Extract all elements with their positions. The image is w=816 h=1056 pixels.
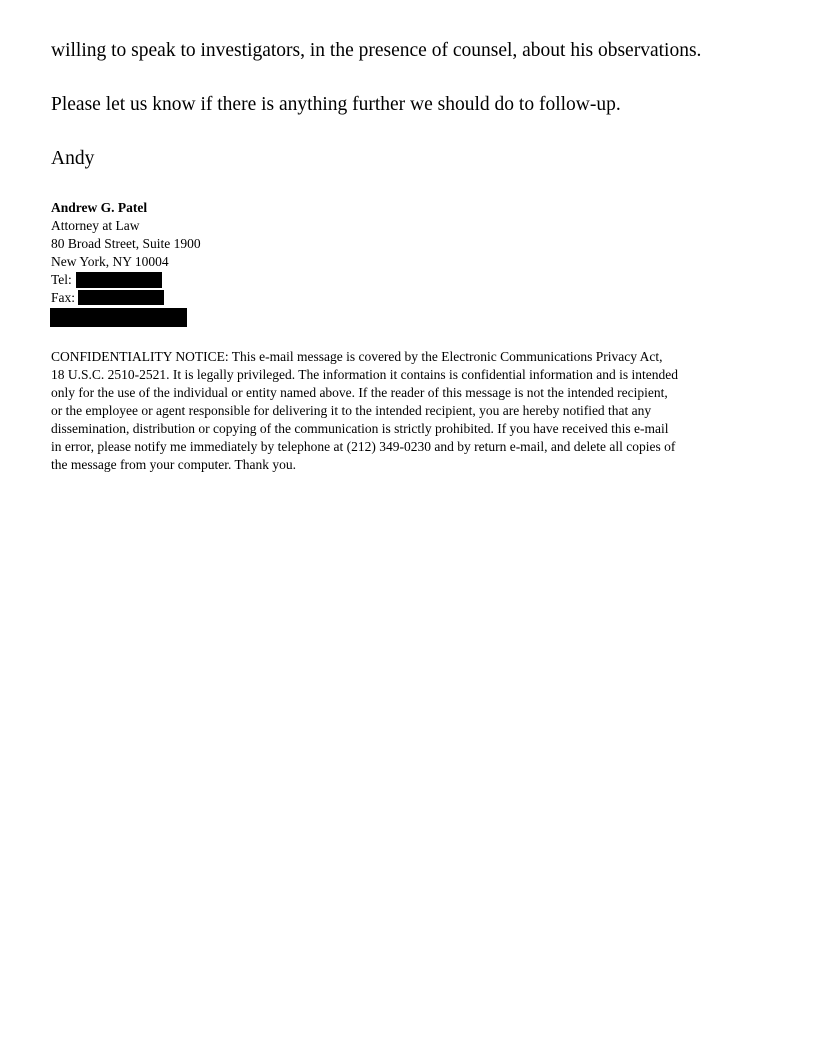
signature-address-line-1: 80 Broad Street, Suite 1900 bbox=[51, 236, 201, 251]
signature-tel-row bbox=[51, 271, 765, 289]
signature-title: Attorney at Law bbox=[51, 218, 140, 233]
body-paragraph: willing to speak to investigators, in the presence of counsel, about his observations. bbox=[51, 40, 702, 61]
notice-line: 18 U.S.C. 2510-2521. It is legally privileged. The information it contains is confidential information and is intended bbox=[51, 367, 679, 382]
notice-line: or the employee or agent responsible for delivering it to the intended recipient, you are hereby notified that any bbox=[51, 403, 652, 418]
notice-line: only for the use of the individual or entity named above. If the reader of this message is not the intended recipient, bbox=[51, 385, 668, 400]
signature-fax-row bbox=[51, 289, 765, 307]
signature-name: Andrew G. Patel bbox=[51, 200, 148, 215]
email-body bbox=[51, 38, 765, 172]
signature-block bbox=[51, 199, 765, 327]
notice-line: the message from your computer. Thank you. bbox=[51, 457, 296, 472]
fax-label: Fax: bbox=[51, 290, 76, 305]
redaction-bar-email-address bbox=[50, 308, 187, 327]
notice-line: dissemination, distribution or copying of the communication is strictly prohibited. If you have received this e-mail bbox=[51, 421, 669, 436]
redaction-bar-fax-number bbox=[78, 290, 164, 305]
redaction-bar-tel-number bbox=[76, 272, 162, 288]
tel-label: Tel: bbox=[51, 272, 72, 287]
notice-line: in error, please notify me immediately by telephone at (212) 349-0230 and by return e-mail, and delete all copies of bbox=[51, 439, 676, 454]
body-paragraph: Please let us know if there is anything further we should do to follow-up. bbox=[51, 94, 621, 115]
signoff-name: Andy bbox=[51, 148, 95, 169]
signature-address-line-2: New York, NY 10004 bbox=[51, 254, 169, 269]
notice-line: CONFIDENTIALITY NOTICE: This e-mail message is covered by the Electronic Communications Privacy Act, bbox=[51, 349, 663, 364]
confidentiality-notice bbox=[51, 348, 765, 474]
